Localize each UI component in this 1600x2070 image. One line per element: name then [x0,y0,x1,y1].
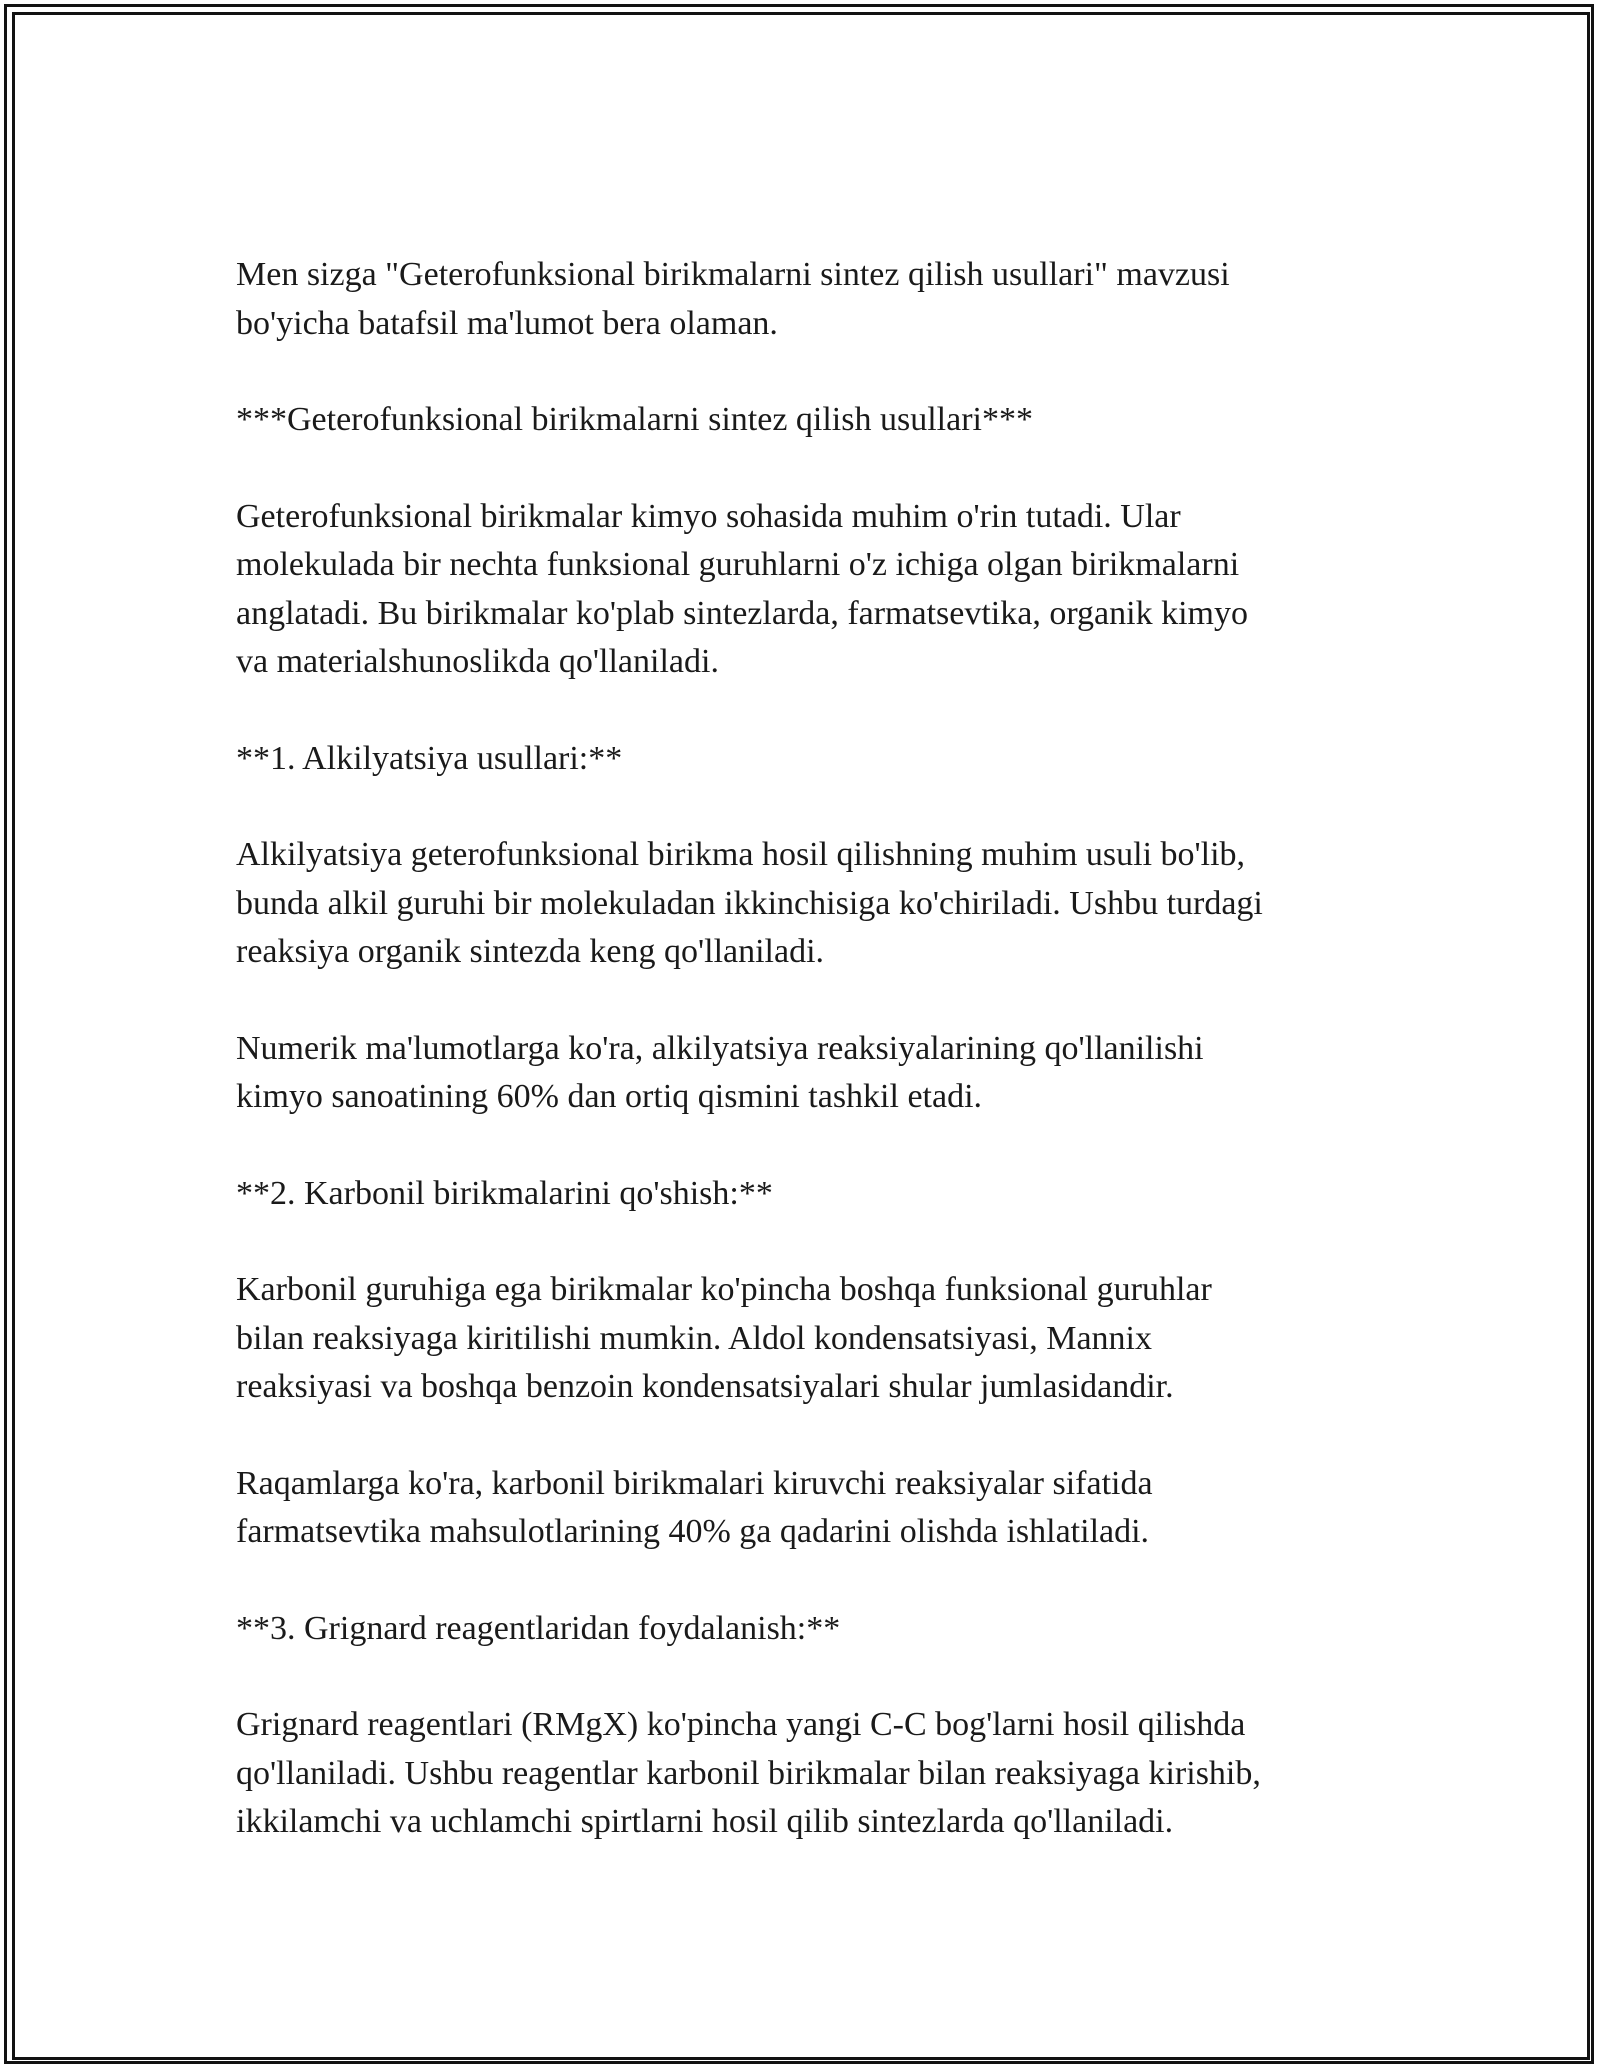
intro-paragraph: Men sizga "Geterofunksional birikmalarni sintez qilish usullari" mavzusi bo'yicha batafsil ma'lumot bera olaman. [236,256,1230,342]
section-body-carbonyl: Karbonil guruhiga ega birikmalar ko'pincha boshqa funksional guruhlar bilan reaksiyaga kiritilishi mumkin. Aldol kondensatsiyasi, Mannix reaksiyasi va boshqa benzoin kondensatsiyalari shular jumlasidandir. [236,1271,1212,1405]
section-body-grignard: Grignard reagentlari (RMgX) ko'pincha yangi C-C bog'larni hosil qilishda qo'llaniladi. Ushbu reagentlar karbonil birikmalar bilan reaksiyaga kirishib, ikkilamchi va uchlamchi spirtlarni hosil qilib sintezlarda qo'llaniladi. [236,1706,1261,1840]
document-title: ***Geterofunksional birikmalarni sintez qilish usullari*** [236,401,1033,438]
section-heading-grignard: **3. Grignard reagentlaridan foydalanish:** [236,1609,841,1647]
document-body [236,251,1376,1847]
section-body-alkylation: Alkilyatsiya geterofunksional birikma hosil qilishning muhim usuli bo'lib, bunda alkil guruhi bir molekuladan ikkinchisiga ko'chiriladi. Ushbu turdagi reaksiya organik sintezda keng qo'llaniladi. [236,836,1263,970]
section-heading-carbonyl: **2. Karbonil birikmalarini qo'shish:** [236,1174,773,1212]
section-heading-alkylation: **1. Alkilyatsiya usullari:** [236,739,623,777]
section-note-carbonyl: Raqamlarga ko'ra, karbonil birikmalari kiruvchi reaksiyalar sifatida farmatsevtika mahsulotlarining 40% ga qadarini olishda ishlatiladi. [236,1464,1153,1550]
section-note-alkylation: Numerik ma'lumotlarga ko'ra, alkilyatsiya reaksiyalarining qo'llanilishi kimyo sanoatining 60% dan ortiq qismini tashkil etadi. [236,1029,1204,1115]
overview-paragraph: Geterofunksional birikmalar kimyo sohasida muhim o'rin tutadi. Ular molekulada bir nechta funksional guruhlarni o'z ichiga olgan birikmalarni anglatadi. Bu birikmalar ko'plab sintezlarda, farmatsevtika, organik kimyo va materialshunoslikda qo'llaniladi. [236,497,1248,680]
